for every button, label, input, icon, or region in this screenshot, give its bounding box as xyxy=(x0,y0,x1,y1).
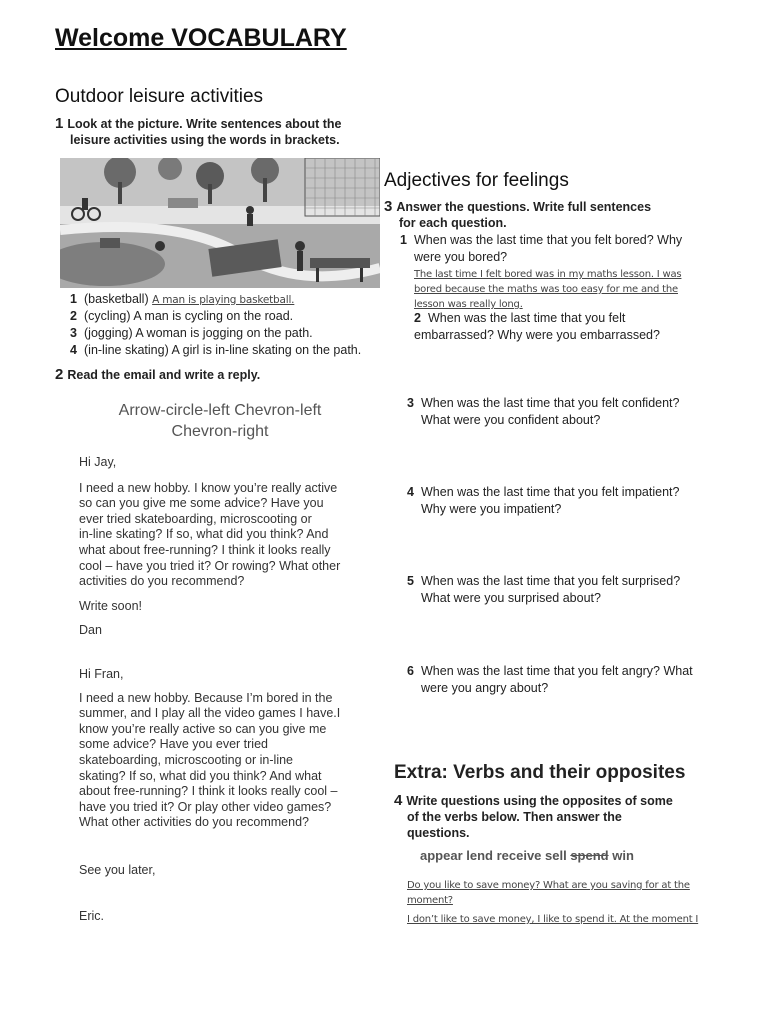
exercise-number: 3 xyxy=(384,198,393,215)
exercise-number: 1 xyxy=(55,115,64,132)
question-2: 2 When was the last time that you felt embarrassed? Why were you embarrassed? xyxy=(414,311,660,342)
handwritten-answer-1: The last time I felt bored was in my maths lesson. I was bored because the maths was too easy for me and the lesson was really long. xyxy=(414,269,682,310)
email-line: activities do you recommend? xyxy=(79,574,245,589)
reply-line: What other activities do you recommend? xyxy=(79,815,309,830)
exercise-number: 2 xyxy=(55,366,64,383)
exercise-1-item: 4 (in-line skating) A girl is in-line skating on the path. xyxy=(70,343,362,357)
reply-line: summer, and I play all the video games I have.I xyxy=(79,706,341,721)
email-line: in-line skating? If so, what did you think? And xyxy=(79,527,329,542)
email-closing: Write soon! xyxy=(79,598,142,613)
question-6: 6 When was the last time that you felt angry? What were you angry about? xyxy=(407,664,693,695)
exercise-1-item: 3 (jogging) A woman is jogging on the path. xyxy=(70,326,313,340)
handwritten-answer-extra: Do you like to save money? What are you saving for at the moment? I don’t like to save money, I like to spend it. At the moment I xyxy=(407,880,699,925)
question-5: 5 When was the last time that you felt surprised? What were you surprised about? xyxy=(407,574,681,605)
exercise-4-instruction: 4 Write questions using the opposites of some of the verbs below. Then answer the questions. xyxy=(394,792,673,840)
email-line: I need a new hobby. I know you’re really active xyxy=(79,480,338,495)
section-heading-outdoor: Outdoor leisure activities xyxy=(55,86,264,107)
email-line: so can you give me some advice? Have you xyxy=(79,496,324,511)
exercise-3-instruction: 3 Answer the questions. Write full sentences for each question. xyxy=(384,198,652,230)
verb-list: appear lend receive sell spend win xyxy=(420,848,634,863)
exercise-1-item: 1 (basketball) A man is playing basketball. xyxy=(70,292,295,306)
leisure-activities-illustration xyxy=(60,158,380,288)
question-1: 1 When was the last time that you felt bored? Why were you bored? xyxy=(400,233,683,264)
reply-line: skateboarding, microscooting or in-line xyxy=(79,752,293,767)
reply-line: have you tried it? Or play other video games? xyxy=(79,799,332,814)
reply-line: some advice? Have you ever tried xyxy=(79,737,268,752)
handwritten-answer: A man is playing basketball. xyxy=(152,294,295,306)
email-signature: Dan xyxy=(79,623,102,638)
reply-line: about free-running? I think it looks really cool – xyxy=(79,784,338,799)
struck-verb: spend xyxy=(570,848,609,863)
navigation-icons-label[interactable]: Arrow-circle-left Chevron-left Chevron-right xyxy=(118,402,322,440)
email-greeting: Hi Jay, xyxy=(79,455,117,469)
email-message xyxy=(79,455,379,639)
exercise-1-instruction: 1 Look at the picture. Write sentences about the leisure activities using the words in brackets. xyxy=(55,115,342,147)
email-line: what about free-running? I think it looks really xyxy=(79,542,331,557)
reply-greeting: Hi Fran, xyxy=(79,667,124,681)
reply-line: know you’re really active so can you give me xyxy=(79,721,327,736)
reply-signature: Eric. xyxy=(79,909,104,923)
section-heading-feelings: Adjectives for feelings xyxy=(384,170,569,191)
park-scene-image xyxy=(60,158,380,288)
exercise-2-instruction: 2 Read the email and write a reply. xyxy=(55,366,261,383)
reply-message xyxy=(79,667,379,831)
exercise-number: 4 xyxy=(394,792,403,809)
question-3: 3 When was the last time that you felt confident? What were you confident about? xyxy=(407,396,680,427)
reply-line: I need a new hobby. Because I’m bored in the xyxy=(79,690,333,705)
email-line: cool – have you tried it? Or rowing? What other xyxy=(79,558,341,573)
section-heading-extra: Extra: Verbs and their opposites xyxy=(394,762,686,783)
exercise-1-item: 2 (cycling) A man is cycling on the road. xyxy=(70,309,294,323)
reply-closing: See you later, xyxy=(79,863,156,877)
question-4: 4 When was the last time that you felt impatient? Why were you impatient? xyxy=(407,485,680,516)
page-title: Welcome VOCABULARY xyxy=(55,24,347,52)
email-line: ever tried skateboarding, microscooting or xyxy=(79,511,312,526)
reply-line: skating? If so, what did you think? And what xyxy=(79,768,322,783)
